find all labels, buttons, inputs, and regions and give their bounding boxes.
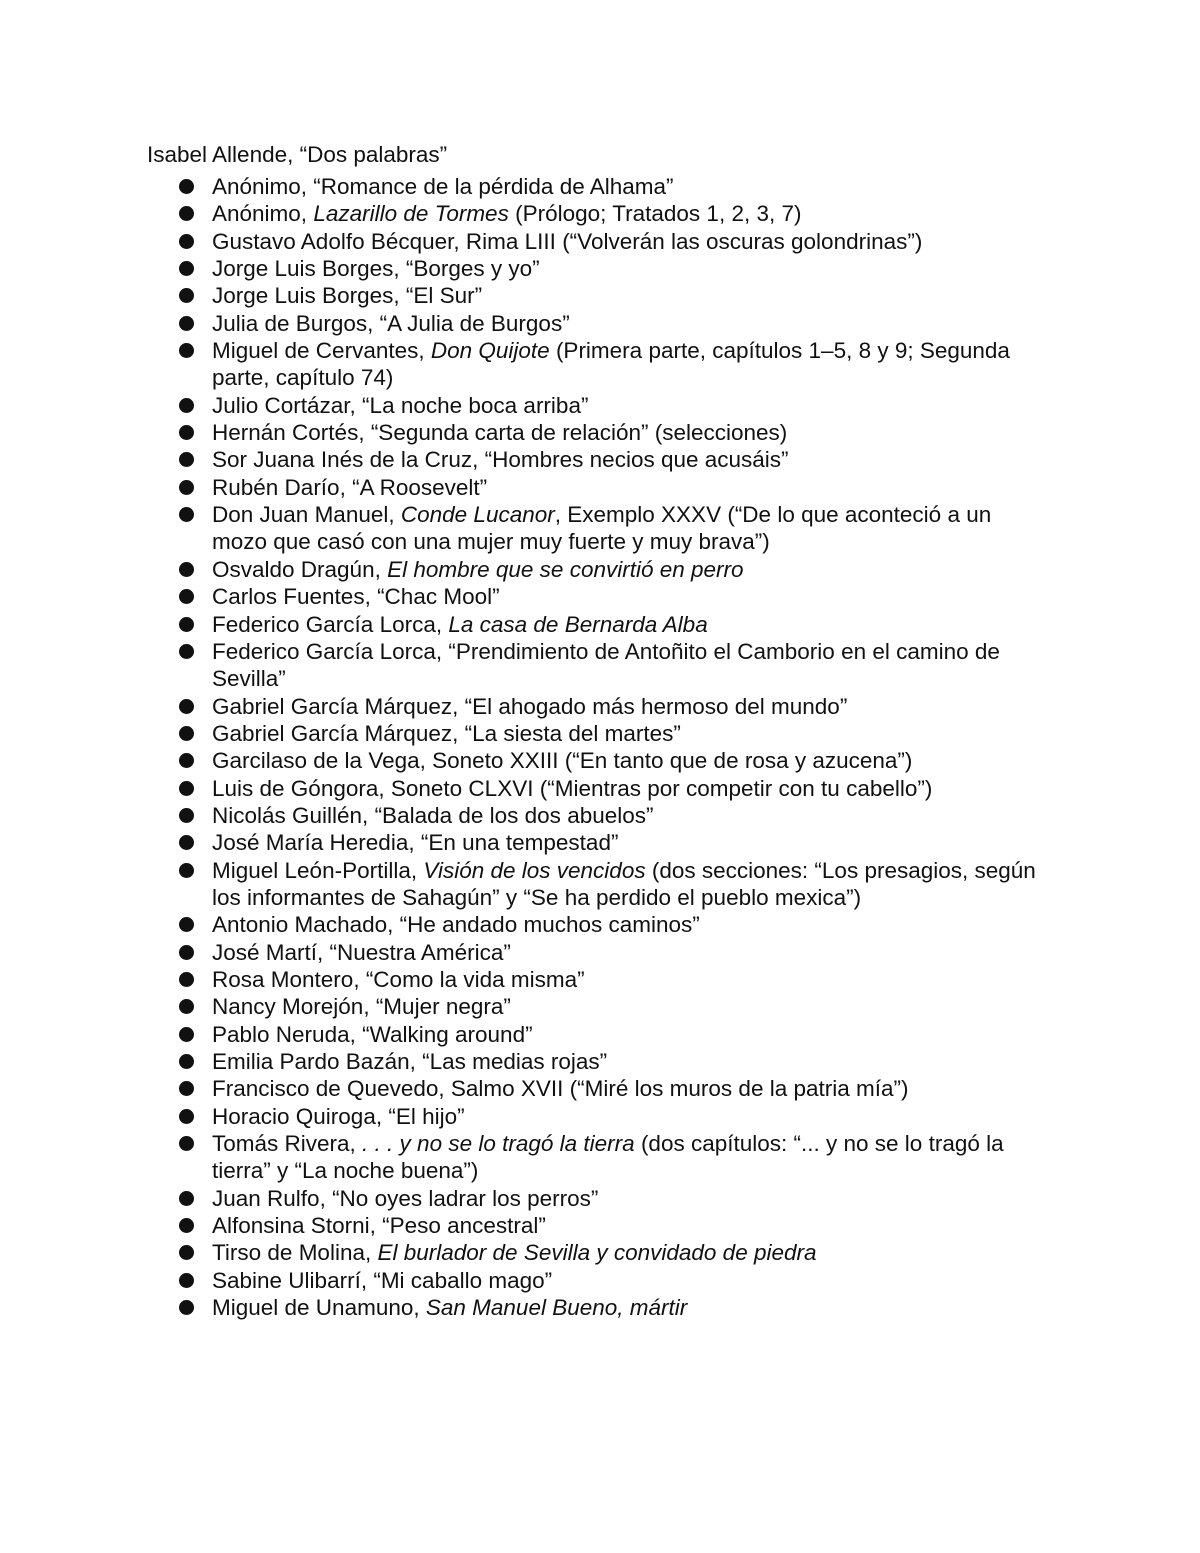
list-item-text: José María Heredia, “En una tempestad” [212,830,619,856]
list-item [212,583,1042,610]
list-item [212,993,1042,1020]
list-item-text: Juan Rulfo, “No oyes ladrar los perros” [212,1185,599,1211]
work-title-italic: La casa de Bernarda Alba [448,611,708,637]
bullet-icon [179,562,194,577]
list-item [212,611,1042,638]
list-item-text: Carlos Fuentes, “Chac Mool” [212,584,500,610]
list-item [212,255,1042,282]
list-item [212,939,1042,966]
bullet-icon [179,1191,194,1206]
bullet-icon [179,1218,194,1233]
list-item [212,556,1042,583]
list-item-text: Jorge Luis Borges, “El Sur” [212,283,483,309]
bullet-icon [179,945,194,960]
list-item [212,802,1042,829]
bullet-icon [179,1273,194,1288]
list-item [212,693,1042,720]
bullet-icon [179,1109,194,1124]
list-item-text: Tirso de Molina, [212,1240,378,1266]
bullet-icon [179,589,194,604]
bullet-icon [179,234,194,249]
work-title-italic: Visión de los vencidos [423,857,646,883]
list-item [212,200,1042,227]
list-item-text: Gabriel García Márquez, “El ahogado más hermoso del mundo” [212,693,848,719]
list-item-text: (dos capítulos: “... y no se lo tragó la tierra” y “La noche buena”) [212,1131,1004,1184]
bullet-icon [179,1054,194,1069]
list-item-text: Jorge Luis Borges, “Borges y yo” [212,256,540,282]
list-item-text: , Exemplo XXXV (“De lo que aconteció a un mozo que casó con una mujer muy fuerte y muy brava”) [212,502,992,555]
list-item-text: (Prólogo; Tratados 1, 2, 3, 7) [508,201,802,227]
bullet-icon [179,781,194,796]
list-item [212,857,1042,912]
bullet-icon [179,617,194,632]
bullet-icon [179,1027,194,1042]
list-item-text: Don Juan Manuel, [212,502,401,528]
bullet-icon [179,1245,194,1260]
bullet-icon [179,316,194,331]
first-entry: Isabel Allende, “Dos palabras” [147,142,448,167]
list-item [212,1239,1042,1266]
list-item [212,1048,1042,1075]
list-item [212,337,1042,392]
work-title-italic: Lazarillo de Tormes [313,201,509,227]
list-item [212,1021,1042,1048]
bullet-icon [179,425,194,440]
list-item [212,1267,1042,1294]
list-item [212,282,1042,309]
list-item-text: Gabriel García Márquez, “La siesta del martes” [212,720,681,746]
list-item-text: Tomás Rivera, [212,1131,363,1157]
list-item-text: Gustavo Adolfo Bécquer, Rima LIII (“Volverán las oscuras golondrinas”) [212,228,923,254]
list-item-text: Anónimo, “Romance de la pérdida de Alhama” [212,174,674,199]
work-title-italic: Don Quijote [430,338,550,364]
bullet-icon [179,999,194,1014]
list-item-text: Rubén Darío, “A Roosevelt” [212,474,488,500]
list-item-text: Julio Cortázar, “La noche boca arriba” [212,392,589,418]
list-item [212,829,1042,856]
list-item-text: Emilia Pardo Bazán, “Las medias rojas” [212,1049,608,1074]
list-item [212,911,1042,938]
list-item-text: Rosa Montero, “Como la vida misma” [212,966,585,992]
list-item [212,474,1042,501]
bullet-icon [179,480,194,495]
bullet-icon [179,1081,194,1096]
list-item [212,392,1042,419]
list-item [212,966,1042,993]
list-item [212,419,1042,446]
list-item [212,1185,1042,1212]
list-item [212,1075,1042,1102]
bullet-icon [179,343,194,358]
bullet-icon [179,972,194,987]
bullet-icon [179,917,194,932]
list-item [212,720,1042,747]
list-item-text: Garcilaso de la Vega, Soneto XXIII (“En tanto que de rosa y azucena”) [212,748,913,774]
bullet-icon [179,452,194,467]
bullet-icon [179,863,194,878]
bullet-icon [179,1300,194,1315]
list-item [212,775,1042,802]
bullet-icon [179,179,194,194]
bullet-icon [179,699,194,714]
list-item-text: Antonio Machado, “He andado muchos caminos” [212,912,700,938]
list-item-text: (dos secciones: “Los presagios, según los informantes de Sahagún” y “Se ha perdido el pueblo mexica”) [212,857,1036,910]
list-item-text: José Martí, “Nuestra América” [212,939,511,965]
list-item-text: Federico García Lorca, [212,611,449,637]
bullet-icon [179,288,194,303]
list-item [212,228,1042,255]
reading-list [212,173,1042,1321]
list-item [212,1212,1042,1239]
list-item-text: Federico García Lorca, “Prendimiento de Antoñito el Camborio en el camino de Sevilla” [212,638,1000,692]
list-item-text: Hernán Cortés, “Segunda carta de relación” (selecciones) [212,420,788,446]
list-item-text: (Primera parte, capítulos 1–5, 8 y 9; Segunda parte, capítulo 74) [212,338,1010,391]
bullet-icon [179,206,194,221]
list-item [212,173,1042,200]
work-title-italic: El hombre que se convirtió en perro [387,556,744,582]
list-item-text: Julia de Burgos, “A Julia de Burgos” [212,310,570,336]
bullet-icon [179,808,194,823]
list-item-text: Luis de Góngora, Soneto CLXVI (“Mientras por competir con tu cabello”) [212,775,933,801]
list-item-text: Sabine Ulibarrí, “Mi caballo mago” [212,1267,553,1293]
list-item-text: Sor Juana Inés de la Cruz, “Hombres necios que acusáis” [212,447,789,473]
list-item [212,747,1042,774]
list-item [212,1294,1042,1321]
bullet-icon [179,726,194,741]
work-title-italic: San Manuel Bueno, mártir [425,1295,688,1321]
work-title-italic: El burlador de Sevilla y convidado de piedra [377,1240,817,1266]
bullet-icon [179,644,194,659]
list-item [212,446,1042,473]
list-item-text: Miguel de Cervantes, [212,338,431,364]
list-item-text: Nancy Morejón, “Mujer negra” [212,994,511,1020]
work-title-italic: . . . y no se lo tragó la tierra [362,1131,635,1157]
bullet-icon [179,398,194,413]
list-item-text: Anónimo, [212,201,314,227]
list-item-text: Miguel de Unamuno, [212,1295,426,1321]
bullet-icon [179,261,194,276]
list-item-text: Nicolás Guillén, “Balada de los dos abuelos” [212,802,654,828]
work-title-italic: Conde Lucanor [400,502,555,528]
list-item [212,501,1042,556]
list-item [212,638,1042,693]
list-item-text: Pablo Neruda, “Walking around” [212,1021,533,1047]
list-item-text: Miguel León-Portilla, [212,857,424,883]
list-item-text: Osvaldo Dragún, [212,556,388,582]
list-item-text: Francisco de Quevedo, Salmo XVII (“Miré los muros de la patria mía”) [212,1076,909,1102]
list-item [212,310,1042,337]
bullet-icon [179,753,194,768]
list-item [212,1103,1042,1130]
bullet-icon [179,1136,194,1151]
bullet-icon [179,835,194,850]
list-item [212,1130,1042,1185]
list-item-text: Horacio Quiroga, “El hijo” [212,1103,465,1129]
bullet-icon [179,507,194,522]
list-item-text: Alfonsina Storni, “Peso ancestral” [212,1213,546,1239]
